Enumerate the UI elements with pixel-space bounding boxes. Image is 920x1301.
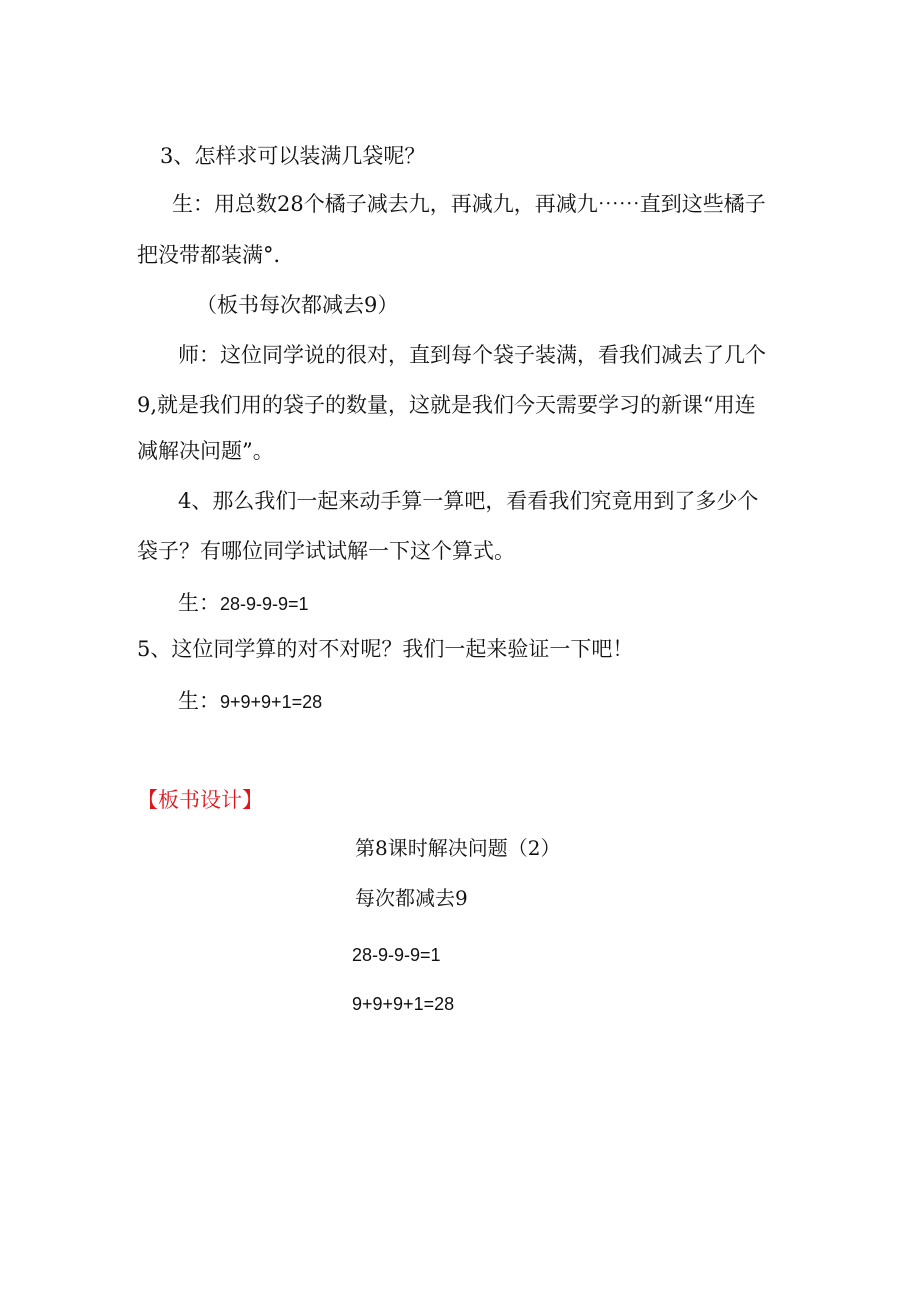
student-label: 生： (178, 689, 220, 713)
board-design-title: 第8课时解决问题（2） (355, 836, 561, 860)
board-design-equation-1: 28-9-9-9=1 (352, 945, 441, 965)
board-note: （板书每次都减去9） (196, 293, 399, 317)
question-5: 5、这位同学算的对不对呢？我们一起来验证一下吧！ (137, 637, 634, 661)
student-calc-line (178, 589, 309, 618)
board-design-subtitle: 每次都减去9 (355, 886, 468, 910)
question-4-line-2: 袋子？有哪位同学试试解一下这个算式。 (137, 539, 515, 563)
student-answer-line-1: 生：用总数28个橘子减去九，再减九，再减九⋯⋯直到这些橘子 (172, 192, 766, 216)
teacher-line-3: 减解决问题”。 (137, 439, 274, 463)
teacher-line-2: 9,就是我们用的袋子的数量，这就是我们今天需要学习的新课“用连 (137, 393, 756, 417)
question-3: 3、怎样求可以装满几袋呢？ (160, 144, 426, 168)
student-verify-expression: 9+9+9+1=28 (220, 692, 323, 712)
teacher-line-1: 师：这位同学说的很对，直到每个袋子装满，看我们减去了几个 (178, 343, 766, 367)
student-label: 生： (178, 591, 220, 615)
student-verify-line (178, 687, 322, 716)
question-4-line-1: 4、那么我们一起来动手算一算吧，看看我们究竟用到了多少个 (178, 489, 759, 513)
student-answer-line-2: 把没带都装满°． (137, 243, 295, 267)
board-design-equation-2: 9+9+9+1=28 (352, 994, 455, 1014)
student-calc-expression: 28-9-9-9=1 (220, 594, 309, 614)
board-design-heading: 【板书设计】 (137, 788, 263, 812)
